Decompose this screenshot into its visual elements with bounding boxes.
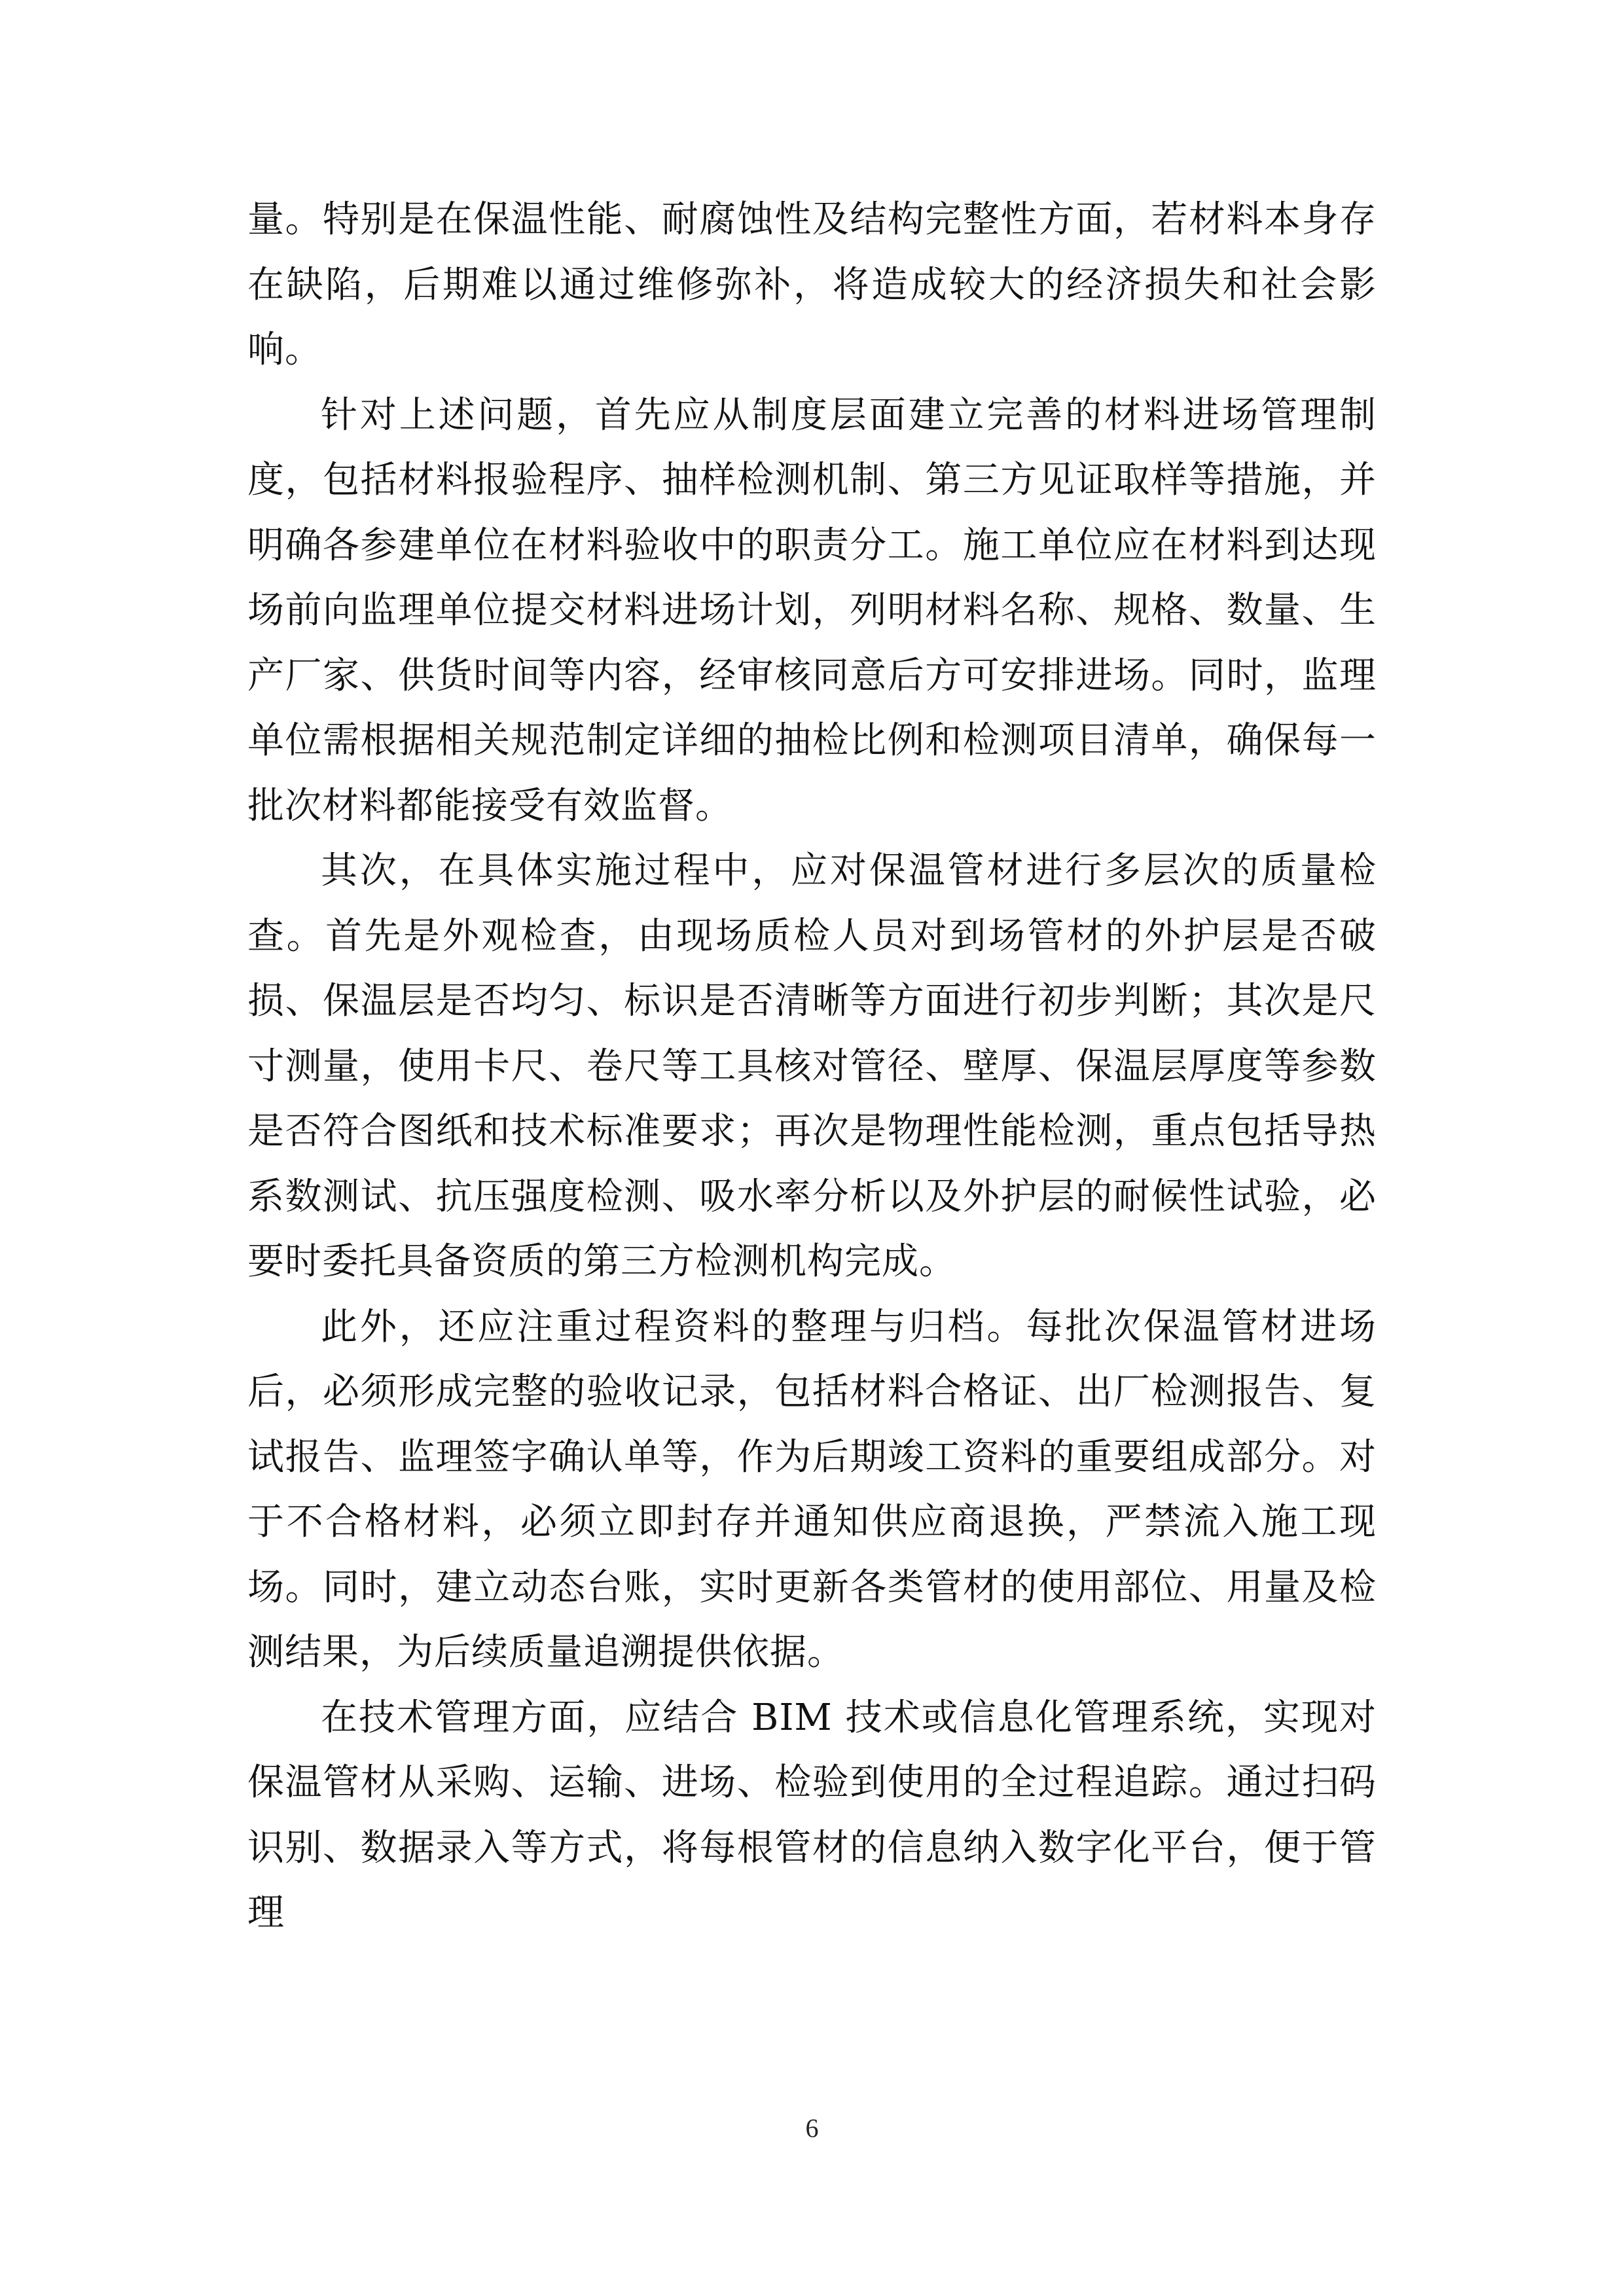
body-text (247, 187, 1377, 1946)
page-number: 6 (805, 2113, 819, 2143)
paragraph-2: 针对上述问题，首先应从制度层面建立完善的材料进场管理制度，包括材料报验程序、抽样检测机制、第三方见证取样等措施，并明确各参建单位在材料验收中的职责分工。施工单位应在材料到达现场前向监理单位提交材料进场计划，列明材料名称、规格、数量、生产厂家、供货时间等内容，经审核同意后方可安排进场。同时，监理单位需根据相关规范制定详细的抽检比例和检测项目清单，确保每一批次材料都能接受有效监督。 (247, 393, 1377, 827)
paragraph-4: 此外，还应注重过程资料的整理与归档。每批次保温管材进场后，必须形成完整的验收记录，包括材料合格证、出厂检测报告、复试报告、监理签字确认单等，作为后期竣工资料的重要组成部分。对于不合格材料，必须立即封存并通知供应商退换，严禁流入施工现场。同时，建立动态台账，实时更新各类管材的使用部位、用量及检测结果，为后续质量追溯提供依据。 (247, 1305, 1377, 1674)
paragraph-5: 在技术管理方面，应结合 BIM 技术或信息化管理系统，实现对保温管材从采购、运输、进场、检验到使用的全过程追踪。通过扫码识别、数据录入等方式，将每根管材的信息纳入数字化平台，便于管理 (247, 1696, 1377, 1934)
paragraph-1: 量。特别是在保温性能、耐腐蚀性及结构完整性方面，若材料本身存在缺陷，后期难以通过维修弥补，将造成较大的经济损失和社会影响。 (247, 198, 1377, 371)
paragraph-3: 其次，在具体实施过程中，应对保温管材进行多层次的质量检查。首先是外观检查，由现场质检人员对到场管材的外护层是否破损、保温层是否均匀、标识是否清晰等方面进行初步判断；其次是尺寸测量，使用卡尺、卷尺等工具核对管径、壁厚、保温层厚度等参数是否符合图纸和技术标准要求；再次是物理性能检测，重点包括导热系数测试、抗压强度检测、吸水率分析以及外护层的耐候性试验，必要时委托具备资质的第三方检测机构完成。 (247, 850, 1377, 1283)
